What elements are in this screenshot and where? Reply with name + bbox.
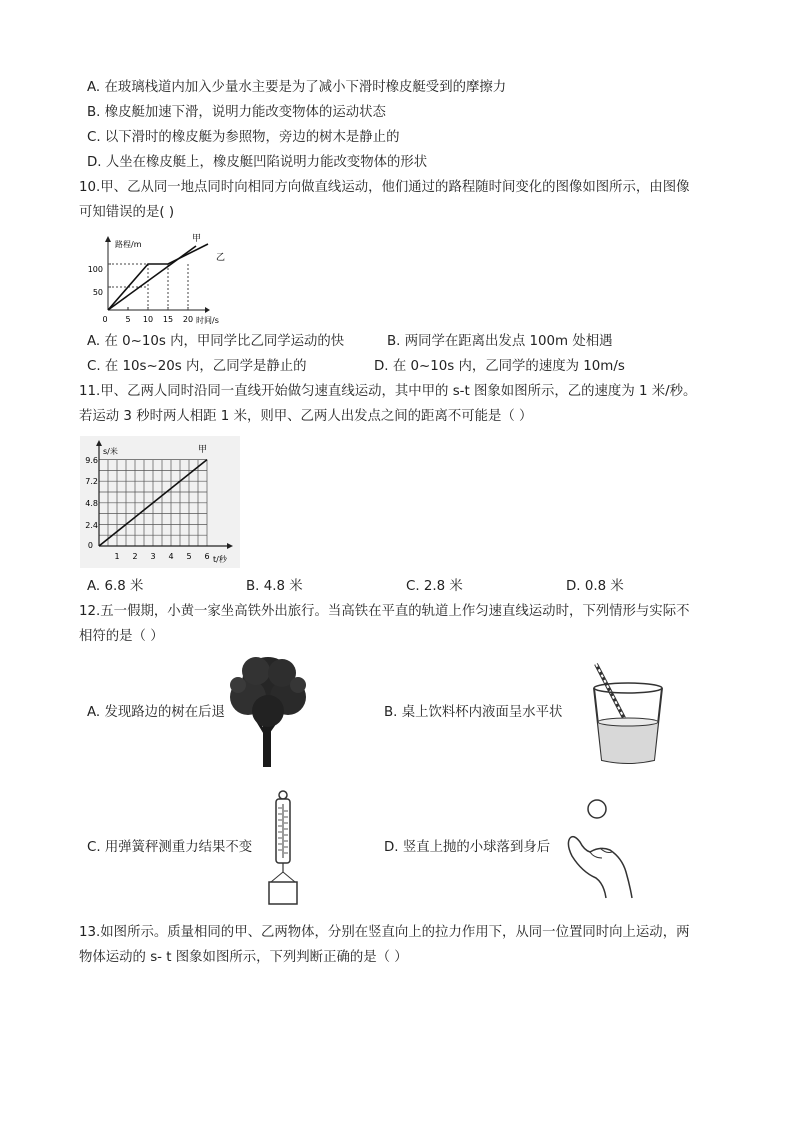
q10-xtick-10: 10 (142, 315, 154, 324)
q11-ytick-7.2: 7.2 (85, 477, 98, 486)
q10-distance-time-chart (85, 228, 245, 328)
q10-xtick-5: 5 (125, 315, 131, 324)
q13-stem-line1: 13.如图所示。质量相同的甲、乙两物体，分别在竖直向上的拉力作用下，从同一位置同时向上运动，两 (79, 925, 690, 940)
q10-option-a: A. 在 0~10s 内，甲同学比乙同学运动的快 (87, 334, 345, 349)
q11-stem-line1: 11.甲、乙两人同时沿同一直线开始做匀速直线运动，其中甲的 s-t 图象如图所示，乙的速度为 1 米/秒。 (79, 384, 697, 399)
q10-option-b: B. 两同学在距离出发点 100m 处相遇 (387, 334, 613, 349)
q11-xtick-5: 5 (186, 552, 192, 561)
q10-series-yi-label: 乙 (216, 253, 226, 263)
q11-series-jia-label: 甲 (198, 445, 208, 455)
q10-x-axis-label: 时间/s (196, 316, 219, 325)
q12-option-d: D. 竖直上抛的小球落到身后 (384, 840, 551, 855)
x-axis-arrow (205, 307, 210, 313)
series-jia-line (108, 246, 196, 310)
q11-ytick-9.6: 9.6 (85, 456, 98, 465)
tree-illustration (228, 655, 308, 769)
q10-ytick-50: 50 (92, 288, 103, 297)
series-yi-line (108, 244, 208, 310)
q10-option-d: D. 在 0~10s 内，乙同学的速度为 10m/s (374, 359, 625, 374)
drink-cup-illustration (588, 660, 668, 768)
q10-stem-line2: 可知错误的是( ) (79, 205, 175, 220)
q10-origin-label: 0 (102, 315, 108, 324)
q11-xtick-6: 6 (204, 552, 210, 561)
q10-xtick-20: 20 (182, 315, 194, 324)
q12-option-a: A. 发现路边的树在后退 (87, 705, 225, 720)
q12-stem-line2: 相符的是（ ） (79, 629, 164, 644)
q12-stem-line1: 12.五一假期，小黄一家坐高铁外出旅行。当高铁在平直的轨道上作匀速直线运动时，下列情形与实际不 (79, 604, 690, 619)
q11-ytick-2.4: 2.4 (85, 521, 98, 530)
q11-xtick-3: 3 (150, 552, 156, 561)
spring-scale-illustration (265, 790, 305, 906)
q11-xtick-2: 2 (132, 552, 138, 561)
q11-ytick-4.8: 4.8 (85, 499, 98, 508)
q11-option-d: D. 0.8 米 (566, 579, 624, 594)
q10-y-axis-label: 路程/m (115, 240, 142, 249)
q10-stem-line1: 10.甲、乙从同一地点同时向相同方向做直线运动，他们通过的路程随时间变化的图像如图所示，由图像 (79, 180, 690, 195)
q10-option-c: C. 在 10s~20s 内，乙同学是静止的 (87, 359, 307, 374)
q10-ytick-100: 100 (87, 265, 103, 274)
q11-y-axis-label: s/米 (103, 447, 118, 456)
q9-option-d: D. 人坐在橡皮艇上，橡皮艇凹陷说明力能改变物体的形状 (87, 155, 428, 170)
hand-throwing-ball-illustration (560, 798, 640, 902)
q9-option-b: B. 橡皮艇加速下滑，说明力能改变物体的运动状态 (87, 105, 386, 120)
q12-option-c: C. 用弹簧秤测重力结果不变 (87, 840, 253, 855)
q11-option-c: C. 2.8 米 (406, 579, 463, 594)
q10-xtick-15: 15 (162, 315, 174, 324)
q11-s-t-chart (80, 436, 240, 568)
q11-stem-line2: 若运动 3 秒时两人相距 1 米，则甲、乙两人出发点之间的距离不可能是（ ） (79, 409, 533, 424)
q12-option-b: B. 桌上饮料杯内液面呈水平状 (384, 705, 563, 720)
q9-option-a: A. 在玻璃栈道内加入少量水主要是为了减小下滑时橡皮艇受到的摩擦力 (87, 80, 507, 95)
q9-option-c: C. 以下滑时的橡皮艇为参照物，旁边的树木是静止的 (87, 130, 400, 145)
q11-option-a: A. 6.8 米 (87, 579, 144, 594)
q11-option-b: B. 4.8 米 (246, 579, 303, 594)
q11-xtick-4: 4 (168, 552, 174, 561)
q11-x-axis-label: t/秒 (213, 555, 227, 564)
y-axis-arrow (105, 236, 111, 242)
q10-series-jia-label: 甲 (192, 234, 202, 244)
q13-stem-line2: 物体运动的 s- t 图象如图所示，下列判断正确的是（ ） (79, 950, 408, 965)
q11-xtick-1: 1 (114, 552, 120, 561)
q11-origin-label: 0 (87, 541, 93, 550)
